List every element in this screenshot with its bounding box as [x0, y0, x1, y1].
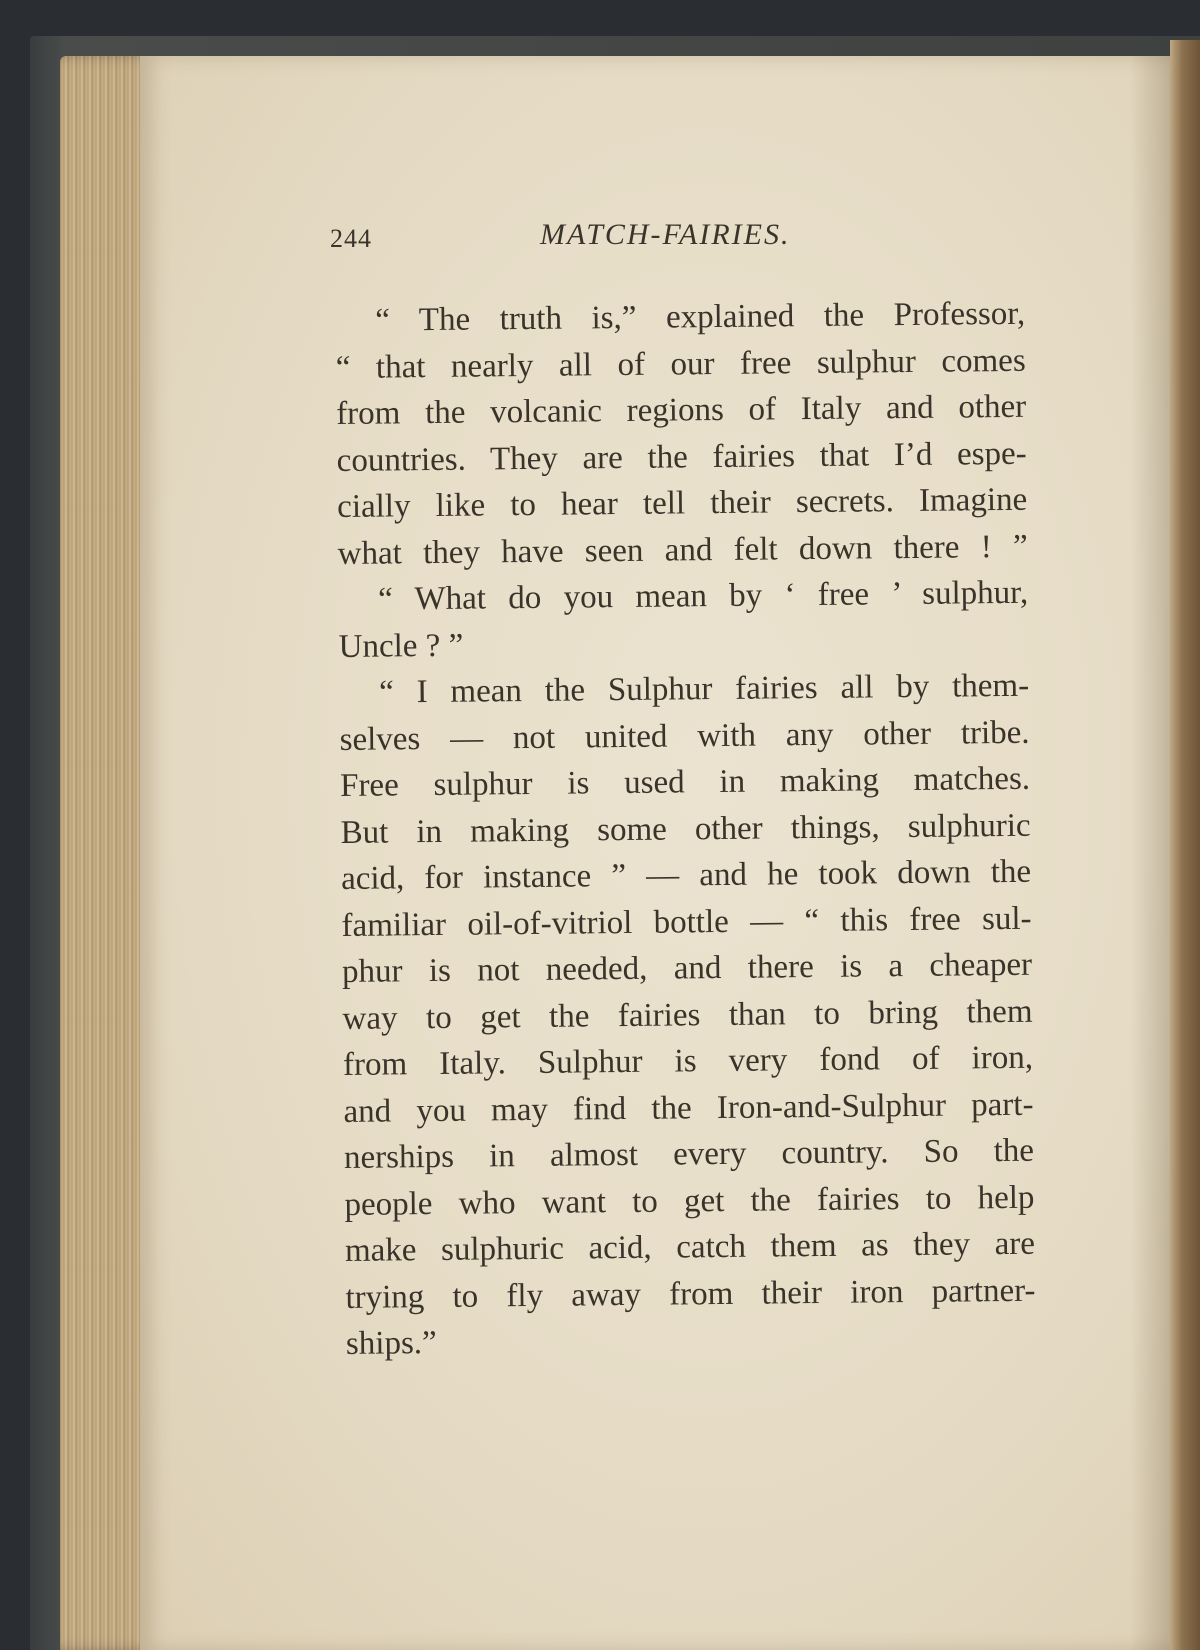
text-line: phur is not needed, and there is a cheaper [341, 946, 1033, 990]
text-line: “ that nearly all of our free sulphur comes [335, 342, 1026, 386]
text-line: “ The truth is,” explained the Professor, [375, 295, 1026, 339]
page-number: 244 [330, 224, 372, 253]
text-line: acid, for instance ” — and he took down the [340, 853, 1032, 897]
text-line: what they have seen and felt down there ! ” [337, 528, 1028, 572]
text-line: and you may find the Iron-and-Sulphur part- [343, 1086, 1034, 1130]
text-line: ships.” [345, 1324, 437, 1362]
text-line: cially like to hear tell their secrets. Imagine [337, 481, 1028, 525]
text-line: But in making some other things, sulphuric [340, 807, 1031, 851]
running-head-title: MATCH-FAIRIES. [540, 218, 791, 251]
body-text [335, 291, 1036, 1368]
text-line: familiar oil-of-vitriol bottle — “ this free sul- [341, 900, 1032, 944]
text-line: selves — not united with any other tribe. [339, 714, 1030, 758]
text-line: from Italy. Sulphur is very fond of iron, [342, 1039, 1034, 1083]
text-line: “ I mean the Sulphur fairies all by them- [378, 667, 1030, 711]
text-line: Uncle ? ” [338, 627, 464, 665]
text-line: nerships in almost every country. So the [343, 1132, 1035, 1176]
text-line: people who want to get the fairies to help [344, 1179, 1035, 1223]
text-line: way to get the fairies than to bring them [342, 993, 1033, 1037]
gutter-shadow [1130, 56, 1170, 1650]
text-line: “ What do you mean by ‘ free ’ sulphur, [377, 574, 1029, 618]
text-line: make sulphuric acid, catch them as they are [344, 1225, 1036, 1269]
text-line: trying to fly away from their iron partner- [345, 1272, 1036, 1316]
text-line: Free sulphur is used in making matches. [339, 760, 1031, 804]
text-line: countries. They are the fairies that I’d espe- [336, 435, 1027, 479]
book-gutter [1170, 40, 1200, 1650]
running-head [330, 218, 1030, 258]
text-line: from the volcanic regions of Italy and other [336, 388, 1027, 432]
